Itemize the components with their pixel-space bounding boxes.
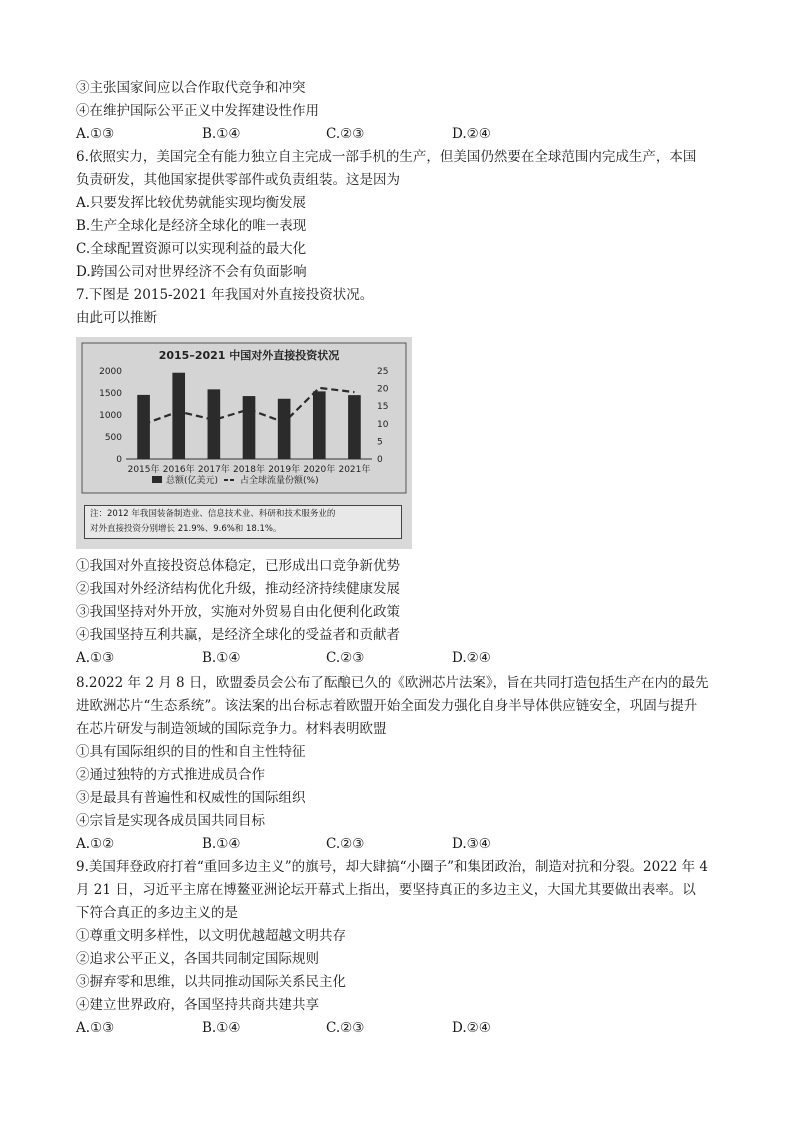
q9-option-4: ④建立世界政府，各国坚持共商共建共享 <box>76 997 319 1013</box>
q6-option-d[interactable]: D.跨国公司对世界经济不会有负面影响 <box>76 264 307 280</box>
x-tick-label: 2016年 <box>162 465 195 475</box>
bar-total-2016年 <box>172 373 185 459</box>
y-right-tick-label: 5 <box>377 437 383 448</box>
q9-stem-3: 下符合真正的多边主义的是 <box>76 905 238 921</box>
answer-c[interactable]: C.②③ <box>326 1020 365 1036</box>
chart-note-line-2: 对外直接投资分别增长 21.9%、9.6%和 18.1%。 <box>90 524 282 534</box>
answer-b[interactable]: B.①④ <box>202 126 241 142</box>
y-left-tick-label: 2000 <box>99 367 122 377</box>
q9-option-3: ③摒弃零和思维，以共同推动国际关系民主化 <box>76 974 346 990</box>
investment-chart-figure <box>76 337 412 549</box>
q5-option-3: ③主张国家间应以合作取代竞争和冲突 <box>76 80 306 96</box>
y-right-tick-label: 15 <box>377 402 389 413</box>
answer-c[interactable]: C.②③ <box>326 650 365 666</box>
answer-a[interactable]: A.①③ <box>76 126 115 142</box>
q8-option-1: ①具有国际组织的目的性和自主性特征 <box>76 744 306 760</box>
q8-option-4: ④宗旨是实现各成员国共同目标 <box>76 813 265 829</box>
q9-option-1: ①尊重文明多样性，以文明优越超越文明共存 <box>76 928 346 944</box>
q9-answer-choices <box>76 1018 596 1038</box>
answer-b[interactable]: B.①④ <box>202 650 241 666</box>
bar-total-2020年 <box>313 391 326 459</box>
legend-bar-swatch <box>152 476 162 483</box>
q8-option-3: ③是最具有普遍性和权威性的国际组织 <box>76 790 306 806</box>
q7-option-3: ③我国坚持对外开放，实施对外贸易自由化便利化政策 <box>76 604 400 620</box>
y-left-tick-label: 1000 <box>99 411 122 421</box>
y-left-tick-label: 500 <box>104 433 122 443</box>
q7-option-4: ④我国坚持互利共赢，是经济全球化的受益者和贡献者 <box>76 627 400 643</box>
bar-total-2019年 <box>278 399 291 459</box>
q7-option-2: ②我国对外经济结构优化升级，推动经济持续健康发展 <box>76 581 400 597</box>
answer-a[interactable]: A.①③ <box>76 650 115 666</box>
x-tick-label: 2021年 <box>338 465 371 475</box>
legend-bar-label: 总额(亿美元) <box>166 476 219 486</box>
q8-answer-choices <box>76 834 596 854</box>
q7-stem-1: 7.下图是 2015-2021 年我国对外直接投资状况。 <box>76 287 374 303</box>
bar-total-2015年 <box>137 395 150 459</box>
answer-b[interactable]: B.①④ <box>202 836 241 852</box>
answer-d[interactable]: D.②④ <box>452 126 491 142</box>
answer-a[interactable]: A.①③ <box>76 1020 115 1036</box>
q9-stem-2: 月 21 日，习近平主席在博鳌亚洲论坛开幕式上指出，要坚持真正的多边主义，大国尤其要做出表率。以 <box>76 882 696 898</box>
q5-option-4: ④在维护国际公平正义中发挥建设性作用 <box>76 103 319 119</box>
q8-stem-1: 8.2022 年 2 月 8 日，欧盟委员会公布了酝酿已久的《欧洲芯片法案》，旨在共同打造包括生产在内的最先 <box>76 675 709 691</box>
bar-total-2021年 <box>348 395 361 459</box>
q8-option-2: ②通过独特的方式推进成员合作 <box>76 767 265 783</box>
x-tick-label: 2017年 <box>197 465 230 475</box>
x-tick-label: 2019年 <box>268 465 301 475</box>
y-left-tick-label: 1500 <box>99 389 122 399</box>
answer-a[interactable]: A.①② <box>76 836 115 852</box>
answer-d[interactable]: D.②④ <box>452 650 491 666</box>
y-right-tick-label: 25 <box>377 367 389 377</box>
q8-stem-3: 在芯片研发与制造领域的国际竞争力。材料表明欧盟 <box>76 721 387 737</box>
answer-b[interactable]: B.①④ <box>202 1020 241 1036</box>
q5-answer-choices <box>76 124 596 144</box>
q7-answer-choices <box>76 648 596 668</box>
answer-c[interactable]: C.②③ <box>326 836 365 852</box>
legend-line-label: 占全球流量份额(%) <box>240 476 319 486</box>
bar-total-2017年 <box>208 389 221 459</box>
q8-stem-2: 进欧洲芯片“生态系统”。该法案的出台标志着欧盟开始全面发力强化自身半导体供应链安全，巩固与提升 <box>76 698 698 714</box>
q6-stem-2: 负责研发，其他国家提供零部件或负责组装。这是因为 <box>76 172 400 188</box>
q6-option-c[interactable]: C.全球配置资源可以实现利益的最大化 <box>76 241 307 257</box>
q9-option-2: ②追求公平正义，各国共同制定国际规则 <box>76 951 319 967</box>
y-right-tick-label: 20 <box>377 384 389 395</box>
y-left-tick-label: 0 <box>116 455 122 465</box>
x-tick-label: 2018年 <box>233 465 265 475</box>
q6-option-a[interactable]: A.只要发挥比较优势就能实现均衡发展 <box>76 195 307 211</box>
q9-stem-1: 9.美国拜登政府打着“重回多边主义”的旗号，却大肆搞“小圈子”和集团政治，制造对抗和分裂。2022 年 4 <box>76 859 709 875</box>
chart-note-line-1: 注：2012 年我国装备制造业、信息技术业、科研和技术服务业的 <box>90 509 336 519</box>
q7-option-1: ①我国对外直接投资总体稳定，已形成出口竞争新优势 <box>76 558 400 574</box>
y-right-tick-label: 10 <box>377 419 389 430</box>
answer-d[interactable]: D.③④ <box>452 836 491 852</box>
answer-c[interactable]: C.②③ <box>326 126 365 142</box>
x-tick-label: 2015年 <box>127 465 160 475</box>
q6-stem-1: 6.依照实力，美国完全有能力独立自主完成一部手机的生产，但美国仍然要在全球范围内完成生产，本国 <box>76 149 697 165</box>
answer-d[interactable]: D.②④ <box>452 1020 491 1036</box>
chart-note <box>84 505 402 539</box>
y-right-tick-label: 0 <box>377 455 383 465</box>
x-tick-label: 2020年 <box>303 465 336 475</box>
chart-title: 2015–2021 中国对外直接投资状况 <box>158 349 340 362</box>
q7-stem-2: 由此可以推断 <box>76 310 157 326</box>
q6-option-b[interactable]: B.生产全球化是经济全球化的唯一表现 <box>76 218 307 234</box>
bar-total-2018年 <box>243 396 256 459</box>
